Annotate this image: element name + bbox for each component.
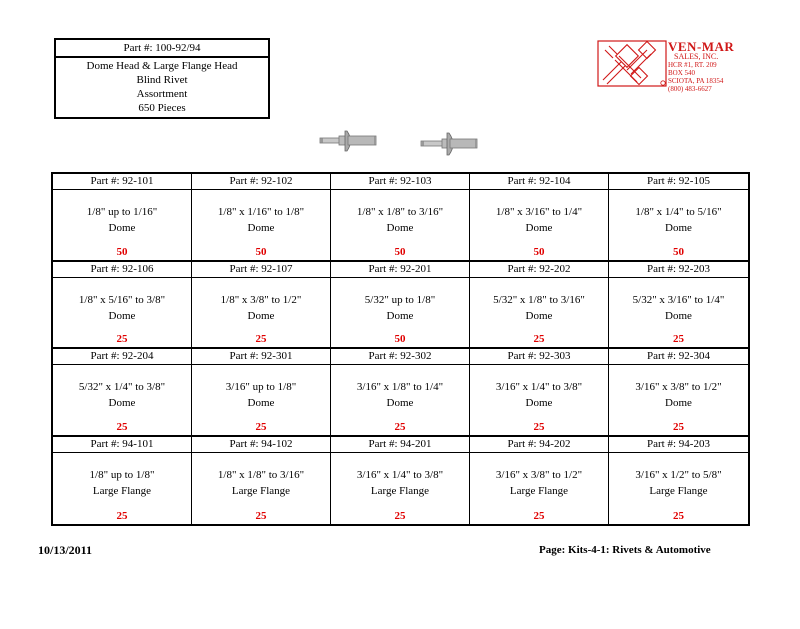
ven-mar-company-info (668, 40, 734, 93)
rivet-cell (331, 349, 470, 437)
cell-part-number: Part #: 92-103 (331, 174, 469, 190)
cell-body (53, 278, 191, 348)
cell-part-number: Part #: 92-203 (609, 262, 748, 278)
cell-part-number: Part #: 94-203 (609, 437, 748, 453)
cell-quantity: 25 (255, 333, 267, 345)
cell-body (331, 453, 469, 525)
cell-head-type: Dome (665, 222, 692, 234)
cell-body (331, 278, 469, 348)
cell-body (192, 365, 330, 435)
rivet-cell (470, 174, 609, 262)
cell-head-type: Dome (665, 309, 692, 322)
cell-body (470, 190, 608, 260)
cell-size: 1/8" x 5/16" to 3/8" (78, 293, 166, 306)
kit-part-number: Part #: 100-92/94 (56, 40, 268, 58)
ven-mar-logo-icon (597, 40, 669, 88)
cell-size: 3/16" x 1/4" to 3/8" (495, 381, 583, 393)
cell-body (53, 190, 191, 260)
cell-part-number: Part #: 92-202 (470, 262, 608, 278)
cell-size: 3/16" x 1/2" to 5/8" (635, 468, 722, 481)
cell-size: 5/32" up to 1/8" (364, 293, 436, 306)
company-line: HCR #1, RT. 209 (668, 61, 717, 69)
cell-part-number: Part #: 92-201 (331, 262, 469, 278)
cell-part-number: Part #: 92-204 (53, 349, 191, 365)
cell-size: 1/8" x 1/8" to 3/16" (356, 206, 444, 218)
kit-desc-line: Dome Head & Large Flange Head (86, 60, 238, 72)
kit-description (56, 58, 268, 117)
cell-head-type: Dome (108, 397, 136, 409)
cell-part-number: Part #: 94-101 (53, 437, 191, 453)
cell-quantity: 50 (394, 245, 406, 258)
cell-quantity: 25 (533, 333, 545, 345)
rivet-assortment-grid (51, 172, 750, 526)
kit-desc-line: Assortment (136, 88, 188, 100)
cell-part-number: Part #: 92-107 (192, 262, 330, 278)
rivet-cell (609, 349, 748, 437)
rivet-cell (470, 262, 609, 350)
cell-head-type: Large Flange (509, 484, 569, 497)
cell-head-type: Dome (386, 309, 414, 322)
cell-body (192, 278, 330, 348)
cell-size: 1/8" up to 1/16" (86, 206, 158, 218)
cell-size: 3/16" x 3/8" to 1/2" (635, 381, 722, 393)
cell-head-type: Dome (247, 222, 275, 234)
cell-head-type: Dome (525, 397, 553, 409)
cell-head-type: Dome (247, 309, 275, 322)
cell-quantity: 50 (673, 245, 684, 258)
large-flange-rivet-icon (419, 132, 481, 156)
cell-body (331, 190, 469, 260)
cell-quantity: 25 (255, 420, 267, 433)
cell-head-type: Large Flange (92, 484, 152, 497)
cell-size: 1/8" x 1/8" to 3/16" (217, 468, 305, 481)
cell-size: 5/32" x 3/16" to 1/4" (632, 293, 725, 306)
cell-body (53, 365, 191, 435)
rivet-cell (609, 437, 748, 525)
rivet-cell (53, 437, 192, 525)
cell-body (609, 190, 748, 260)
cell-body (609, 453, 748, 525)
cell-quantity: 50 (394, 333, 406, 345)
cell-head-type: Dome (108, 222, 136, 234)
cell-body (192, 453, 330, 525)
cell-quantity: 25 (116, 420, 128, 433)
rivet-cell (609, 262, 748, 350)
cell-part-number: Part #: 94-102 (192, 437, 330, 453)
cell-size: 3/16" up to 1/8" (225, 381, 297, 393)
cell-quantity: 25 (394, 420, 406, 433)
cell-part-number: Part #: 92-303 (470, 349, 608, 365)
company-line: (800) 483-6627 (668, 85, 712, 93)
cell-quantity: 25 (116, 333, 128, 345)
cell-head-type: Dome (525, 222, 553, 234)
cell-part-number: Part #: 92-304 (609, 349, 748, 365)
cell-part-number: Part #: 92-302 (331, 349, 469, 365)
company-line: SALES, INC. (674, 52, 719, 61)
cell-size: 5/32" x 1/8" to 3/16" (493, 293, 585, 306)
cell-head-type: Dome (386, 397, 414, 409)
cell-quantity: 25 (255, 510, 267, 522)
company-name: VEN-MAR (668, 39, 735, 54)
cell-part-number: Part #: 92-101 (53, 174, 191, 190)
cell-head-type: Large Flange (649, 484, 708, 497)
cell-head-type: Dome (386, 222, 414, 234)
cell-part-number: Part #: 92-104 (470, 174, 608, 190)
cell-size: 5/32" x 1/4" to 3/8" (78, 381, 166, 393)
cell-part-number: Part #: 92-301 (192, 349, 330, 365)
cell-body (53, 453, 191, 525)
kit-header-box (54, 38, 270, 119)
cell-size: 1/8" x 3/16" to 1/4" (495, 206, 583, 218)
cell-quantity: 25 (673, 420, 684, 433)
rivet-cell (192, 437, 331, 525)
dome-rivet-icon (318, 128, 380, 154)
rivet-cell (470, 437, 609, 525)
rivet-cell (609, 174, 748, 262)
cell-quantity: 25 (673, 333, 684, 345)
cell-size: 3/16" x 1/8" to 1/4" (356, 381, 444, 393)
cell-quantity: 50 (255, 245, 267, 258)
rivet-cell (192, 174, 331, 262)
company-line: BOX 540 (668, 69, 696, 77)
cell-size: 3/16" x 3/8" to 1/2" (495, 468, 583, 481)
rivet-cell (331, 262, 470, 350)
cell-part-number: Part #: 92-105 (609, 174, 748, 190)
cell-size: 1/8" x 3/8" to 1/2" (220, 293, 302, 306)
cell-head-type: Large Flange (231, 484, 291, 497)
footer-date: 10/13/2011 (38, 543, 93, 557)
cell-head-type: Large Flange (370, 484, 430, 497)
cell-quantity: 50 (533, 245, 545, 258)
cell-quantity: 25 (533, 510, 545, 522)
footer-page-label: Page: Kits-4-1: Rivets & Automotive (539, 544, 711, 556)
cell-head-type: Dome (665, 397, 692, 409)
cell-body (470, 365, 608, 435)
kit-desc-line: Blind Rivet (136, 74, 188, 86)
cell-quantity: 25 (116, 510, 128, 522)
cell-size: 1/8" up to 1/8" (89, 468, 155, 481)
cell-quantity: 25 (394, 510, 406, 522)
rivet-cell (53, 174, 192, 262)
cell-body (331, 365, 469, 435)
cell-body (609, 278, 748, 348)
cell-head-type: Dome (247, 397, 275, 409)
cell-part-number: Part #: 94-202 (470, 437, 608, 453)
cell-body (470, 278, 608, 348)
cell-quantity: 25 (673, 510, 684, 522)
cell-quantity: 50 (116, 245, 128, 258)
cell-head-type: Dome (108, 309, 136, 322)
rivet-cell (331, 174, 470, 262)
cell-size: 3/16" x 1/4" to 3/8" (356, 468, 444, 481)
cell-body (609, 365, 748, 435)
company-line: SCIOTA, PA 18354 (668, 77, 724, 85)
rivet-cell (470, 349, 609, 437)
cell-part-number: Part #: 92-106 (53, 262, 191, 278)
cell-quantity: 25 (533, 420, 545, 433)
cell-size: 1/8" x 1/16" to 1/8" (217, 206, 305, 218)
rivet-cell (192, 262, 331, 350)
rivet-cell (53, 262, 192, 350)
rivet-cell (192, 349, 331, 437)
cell-size: 1/8" x 1/4" to 5/16" (635, 206, 722, 218)
cell-head-type: Dome (525, 309, 553, 322)
cell-body (192, 190, 330, 260)
cell-part-number: Part #: 92-102 (192, 174, 330, 190)
rivet-cell (331, 437, 470, 525)
kit-desc-line: 650 Pieces (138, 102, 186, 114)
cell-body (470, 453, 608, 525)
rivet-cell (53, 349, 192, 437)
cell-part-number: Part #: 94-201 (331, 437, 469, 453)
